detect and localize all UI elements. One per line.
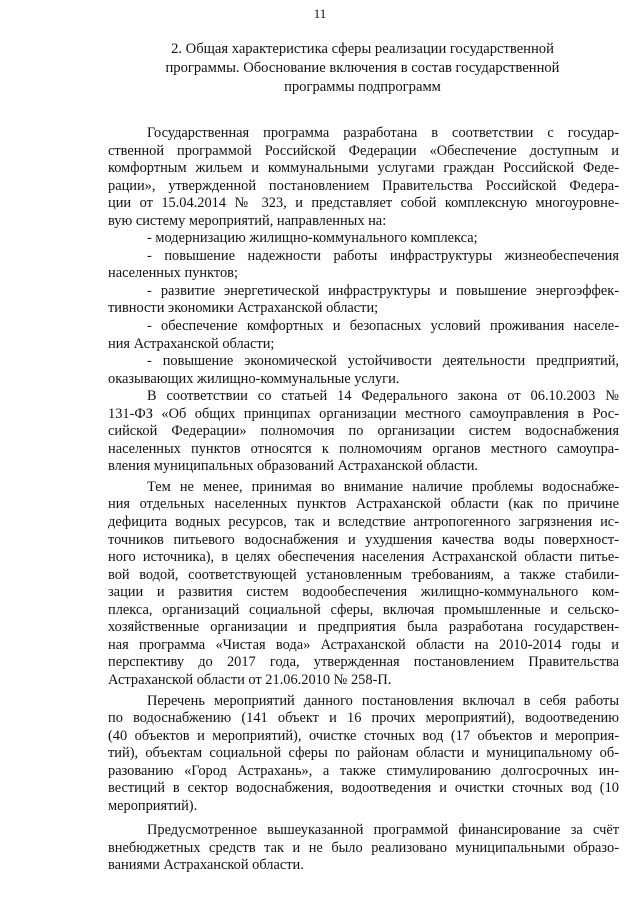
text-line: хозяйственные организации и предприятия была разработана государствен-	[108, 619, 619, 636]
heading-line: программы подпрограмм	[284, 79, 441, 95]
text-line: ния отдельных населенных пунктов Астраханской области (как по причине	[108, 496, 619, 513]
text-line: ции от 15.04.2014 № 323, и представляет собой комплексную многоуровне-	[108, 195, 619, 212]
section-heading	[150, 40, 575, 97]
text-line: точников питьевого водоснабжения и ухудшения качества воды поверхност-	[108, 531, 619, 548]
text-line: населенных пунктов относятся к полномочиям органов местного самоупра-	[108, 440, 619, 457]
text-line: Тем не менее, принимая во внимание наличие проблемы водоснабже-	[147, 478, 619, 495]
paragraph-law-reference	[108, 388, 619, 476]
text-line: - обеспечение комфортных и безопасных условий проживания населе-	[147, 318, 619, 335]
text-line: плекса, организаций социальной сферы, включая промышленные и сельско-	[108, 601, 619, 618]
text-line: Перечень мероприятий данного постановления включал в себя работы	[147, 692, 619, 709]
paragraph-financing	[108, 822, 619, 875]
text-line: тий), объектам социальной сферы по районам области и муниципальному об-	[108, 745, 619, 762]
page-number: 11	[313, 6, 327, 21]
text-line: вления муниципальных образований Астраханской области.	[108, 458, 479, 475]
text-line: - развитие энергетической инфраструктуры и повышение энергоэффек-	[147, 282, 619, 299]
text-line: Государственная программа разработана в соответствии с государ-	[147, 125, 619, 141]
text-line: вой водой, соответствующей установленным требованиям, а также стабили-	[108, 566, 619, 583]
text-line: вестиций в сектор водоснабжения, водоотведения и очистки сточных вод (10	[108, 780, 619, 797]
text-line: вую систему мероприятий, направленных на:	[108, 212, 387, 229]
text-line: В соответствии со статьей 14 Федерального закона от 06.10.2003 №	[147, 388, 619, 405]
paragraph-water-program	[108, 479, 619, 690]
text-line: оказывающих жилищно-коммунальные услуги.	[108, 370, 400, 387]
text-line: внебюджетных средств так и не было реализовано муниципальными образо-	[108, 839, 619, 856]
text-line: ния Астраханской области;	[108, 335, 275, 352]
text-line: ная программа «Чистая вода» Астраханской области на 2010-2014 годы и	[108, 636, 619, 653]
text-line: рации», утвержденной постановлением Правительства Российской Федера-	[108, 177, 619, 194]
text-line: ваниями Астраханской области.	[108, 857, 304, 874]
text-line: Астраханской области от 21.06.2010 № 258-П.	[108, 671, 392, 688]
text-line: - повышение надежности работы инфраструктуры жизнеобеспечения	[147, 247, 619, 264]
text-line: ного источника), в целях обеспечения населения Астраханской области питье-	[108, 549, 619, 566]
paragraph-measures-list	[108, 693, 619, 816]
text-line: населенных пунктов;	[108, 265, 238, 282]
list-item	[108, 283, 619, 318]
list-item	[108, 248, 619, 283]
text-line: - модернизацию жилищно-коммунального комплекса;	[147, 230, 478, 247]
document-body	[108, 125, 619, 875]
text-line: перспективу до 2017 года, утвержденная постановлением Правительства	[108, 654, 619, 671]
list-item	[108, 230, 619, 248]
list-item	[108, 318, 619, 353]
text-line: комфортным жильем и коммунальными услугами граждан Российской Феде-	[108, 160, 619, 177]
text-line: разованию «Город Астрахань», а также стимулированию долгосрочных ин-	[108, 762, 619, 779]
paragraph-intro	[108, 125, 619, 230]
text-line: по водоснабжению (141 объект и 16 прочих мероприятий), водоотведению	[108, 710, 619, 727]
text-line: Предусмотренное вышеуказанной программой финансирование за счёт	[147, 822, 619, 839]
list-item	[108, 353, 619, 388]
text-line: мероприятий).	[108, 797, 198, 814]
heading-line: программы. Обоснование включения в состав государственной	[165, 60, 560, 76]
heading-line: 2. Общая характеристика сферы реализации государственной	[171, 41, 554, 57]
text-line: 131-ФЗ «Об общих принципах организации местного самоуправления в Рос-	[108, 405, 619, 422]
text-line: - повышение экономической устойчивости деятельности предприятий,	[147, 353, 619, 370]
text-line: дефицита водных ресурсов, так и вследствие антропогенного загрязнения ис-	[108, 514, 619, 531]
text-line: зации и развития систем водообеспечения жилищно-коммунального ком-	[108, 584, 619, 601]
text-line: ственной программой Российской Федерации «Обеспечение доступным и	[108, 142, 619, 159]
text-line: тивности экономики Астраханской области;	[108, 300, 379, 317]
text-line: (40 объектов и мероприятий), очистке сточных вод (17 объектов и мероприя-	[108, 727, 619, 744]
text-line: сийской Федерации» полномочия по организации систем водоснабжения	[108, 423, 619, 440]
